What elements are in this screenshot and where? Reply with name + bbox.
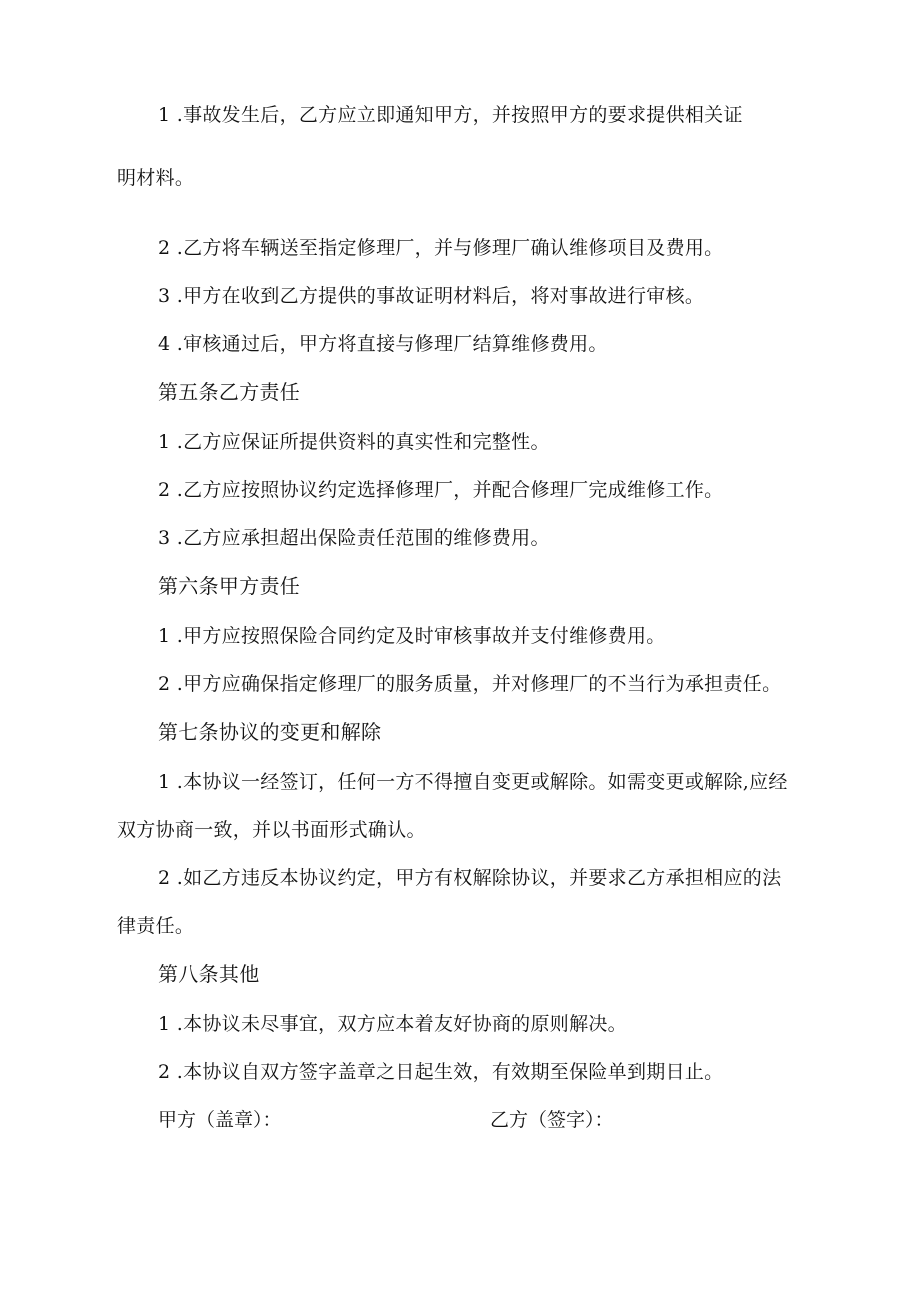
section-heading: 第七条协议的变更和解除 bbox=[158, 720, 382, 744]
clause-line: 1 .事故发生后，乙方应立即通知甲方，并按照甲方的要求提供相关证 bbox=[158, 104, 743, 126]
clause-line-continuation: 双方协商一致，并以书面形式确认。 bbox=[117, 819, 426, 841]
clause-line: 3 .甲方在收到乙方提供的事故证明材料后，将对事故进行审核。 bbox=[158, 285, 705, 307]
clause-line: 2 .乙方应按照协议约定选择修理厂，并配合修理厂完成维修工作。 bbox=[158, 479, 724, 501]
clause-line: 2 .如乙方违反本协议约定，甲方有权解除协议，并要求乙方承担相应的法 bbox=[158, 867, 782, 889]
clause-line-continuation: 明材料。 bbox=[117, 167, 195, 189]
clause-line: 1 .本协议一经签订，任何一方不得擅自变更或解除。如需变更或解除,应经 bbox=[158, 771, 788, 793]
section-heading: 第五条乙方责任 bbox=[158, 380, 301, 404]
clause-line: 2 .甲方应确保指定修理厂的服务质量，并对修理厂的不当行为承担责任。 bbox=[158, 673, 782, 695]
party-b-signature-label: 乙方（签字）： bbox=[490, 1109, 614, 1131]
section-heading: 第六条甲方责任 bbox=[158, 574, 301, 598]
party-a-signature-label: 甲方（盖章）： bbox=[158, 1109, 282, 1131]
clause-line: 4 .审核通过后，甲方将直接与修理厂结算维修费用。 bbox=[158, 333, 608, 355]
clause-line-continuation: 律责任。 bbox=[117, 915, 195, 937]
clause-line: 1 .乙方应保证所提供资料的真实性和完整性。 bbox=[158, 431, 550, 453]
clause-line: 1 .甲方应按照保险合同约定及时审核事故并支付维修费用。 bbox=[158, 625, 666, 647]
clause-line: 2 .本协议自双方签字盖章之日起生效，有效期至保险单到期日止。 bbox=[158, 1061, 724, 1083]
section-heading: 第八条其他 bbox=[158, 962, 260, 986]
clause-line: 1 .本协议未尽事宜，双方应本着友好协商的原则解决。 bbox=[158, 1013, 627, 1035]
clause-line: 2 .乙方将车辆送至指定修理厂，并与修理厂确认维修项目及费用。 bbox=[158, 237, 724, 259]
clause-line: 3 .乙方应承担超出保险责任范围的维修费用。 bbox=[158, 527, 550, 549]
